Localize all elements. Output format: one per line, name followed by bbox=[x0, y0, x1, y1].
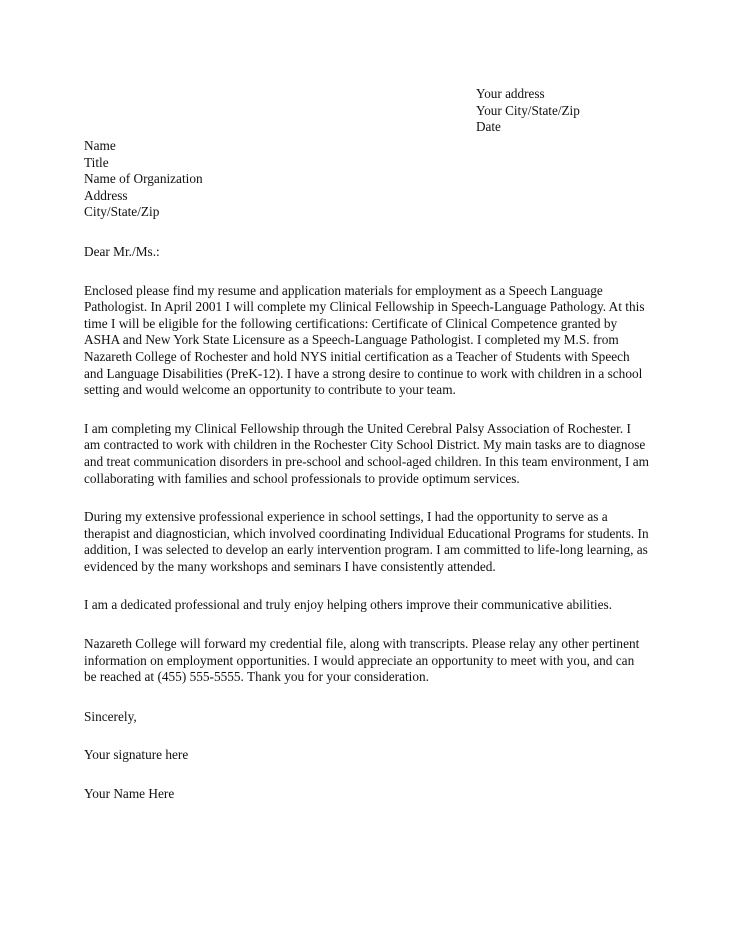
sender-address-block bbox=[476, 86, 580, 136]
salutation: Dear Mr./Ms.: bbox=[84, 243, 160, 259]
sender-address-line: Your address bbox=[476, 86, 545, 101]
sender-city-state-zip: Your City/State/Zip bbox=[476, 102, 580, 118]
valediction: Sincerely, bbox=[84, 708, 137, 724]
signature-placeholder: Your signature here bbox=[84, 747, 189, 763]
letter-body bbox=[84, 138, 650, 803]
recipient-address: Address bbox=[84, 187, 128, 203]
recipient-name: Name bbox=[84, 138, 116, 153]
recipient-organization: Name of Organization bbox=[84, 171, 203, 187]
body-paragraph-1: Enclosed please find my resume and application materials for employment as a Speech Language Pathologist. In April 2001 I will complete my Clinical Fellowship in Speech-Language Pathology. At this time I will be eligible for the following certifications: Certificate of Clinical Competence granted by ASHA and New York State Licensure as a Speech-Language Pathologist. I completed my M.S. from Nazareth College of Rochester and hold NYS initial certification as a Teacher of Students with Speech and Language Disabilities (PreK-12). I have a strong desire to continue to work with children in a school setting and would welcome an opportunity to contribute to your team. bbox=[84, 282, 645, 398]
body-paragraph-5: Nazareth College will forward my credential file, along with transcripts. Please relay any other pertinent information on employment opportunities. I would appreciate an opportunity to meet with you, and can be reached at (455) 555-5555. Thank you for your consideration. bbox=[84, 636, 640, 685]
sender-name-placeholder: Your Name Here bbox=[84, 786, 175, 802]
letter-date: Date bbox=[476, 119, 501, 135]
recipient-address-block bbox=[84, 138, 650, 221]
body-paragraph-4: I am a dedicated professional and truly enjoy helping others improve their communicative abilities. bbox=[84, 597, 613, 613]
body-paragraph-3: During my extensive professional experience in school settings, I had the opportunity to serve as a therapist and diagnostician, which involved coordinating Individual Educational Programs for students. In addition, I was selected to develop an early intervention program. I am committed to life-long learning, as evidenced by the many workshops and seminars I have consistently attended. bbox=[84, 509, 649, 574]
recipient-city-state-zip: City/State/Zip bbox=[84, 204, 160, 220]
recipient-title: Title bbox=[84, 154, 109, 170]
body-paragraph-2: I am completing my Clinical Fellowship through the United Cerebral Palsy Association of Rochester. I am contracted to work with children in the Rochester City School District. My main tasks are to diagnose and treat communication disorders in pre-school and school-aged children. In this team environment, I am collaborating with families and school professionals to provide optimum services. bbox=[84, 420, 649, 486]
